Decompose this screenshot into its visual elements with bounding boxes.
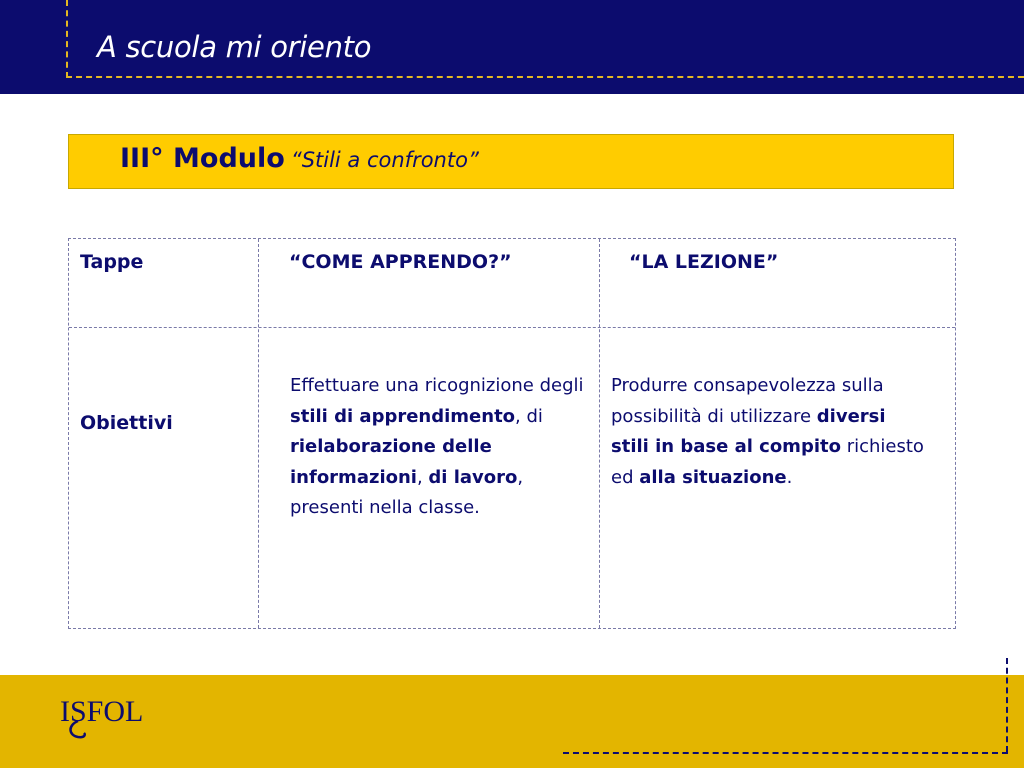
bold-text-segment: alla situazione bbox=[639, 466, 787, 488]
bold-text-segment: diversi stili in base al compito bbox=[611, 405, 886, 457]
text-segment: , di bbox=[515, 405, 543, 427]
header-la-lezione: “LA LEZIONE” bbox=[629, 251, 779, 273]
text-segment: Effettuare una ricognizione degli bbox=[290, 375, 584, 396]
objectives-table bbox=[68, 238, 956, 629]
bold-text-segment: rielaborazione delle informazioni bbox=[290, 436, 492, 488]
row-label-obiettivi: Obiettivi bbox=[80, 412, 173, 434]
footer-horizontal-dash bbox=[563, 752, 1008, 754]
header-horizontal-dash bbox=[66, 76, 1024, 78]
text-segment: . bbox=[786, 466, 793, 488]
objective-come-apprendo bbox=[290, 371, 595, 524]
module-title bbox=[120, 143, 479, 174]
module-label: III° Modulo bbox=[120, 143, 285, 174]
text-segment: , bbox=[416, 466, 429, 488]
header-vertical-dash bbox=[66, 0, 68, 78]
slide-title: A scuola mi oriento bbox=[97, 30, 372, 64]
bold-text-segment: di lavoro bbox=[428, 466, 518, 488]
footer-band bbox=[0, 675, 1024, 768]
table-divider-row bbox=[69, 327, 955, 328]
text-segment: Produrre consapevolezza sulla possibilità di utilizzare bbox=[611, 375, 884, 427]
isfol-logo-text: ISFOL bbox=[60, 695, 144, 728]
table-divider-col1 bbox=[258, 239, 259, 628]
table-divider-col2 bbox=[599, 239, 600, 628]
module-banner bbox=[68, 134, 954, 189]
header-band bbox=[0, 0, 1024, 94]
header-come-apprendo: “COME APPRENDO?” bbox=[289, 251, 512, 273]
objective-la-lezione bbox=[611, 371, 927, 493]
bold-text-segment: stili di apprendimento bbox=[290, 405, 516, 427]
text-segment: richiesto ed bbox=[611, 436, 924, 488]
header-tappe: Tappe bbox=[80, 251, 144, 273]
module-subtitle: “Stili a confronto” bbox=[290, 148, 479, 172]
footer-vertical-dash bbox=[1006, 658, 1008, 752]
text-segment: , presenti nella classe. bbox=[290, 466, 524, 518]
isfol-logo bbox=[60, 685, 180, 745]
